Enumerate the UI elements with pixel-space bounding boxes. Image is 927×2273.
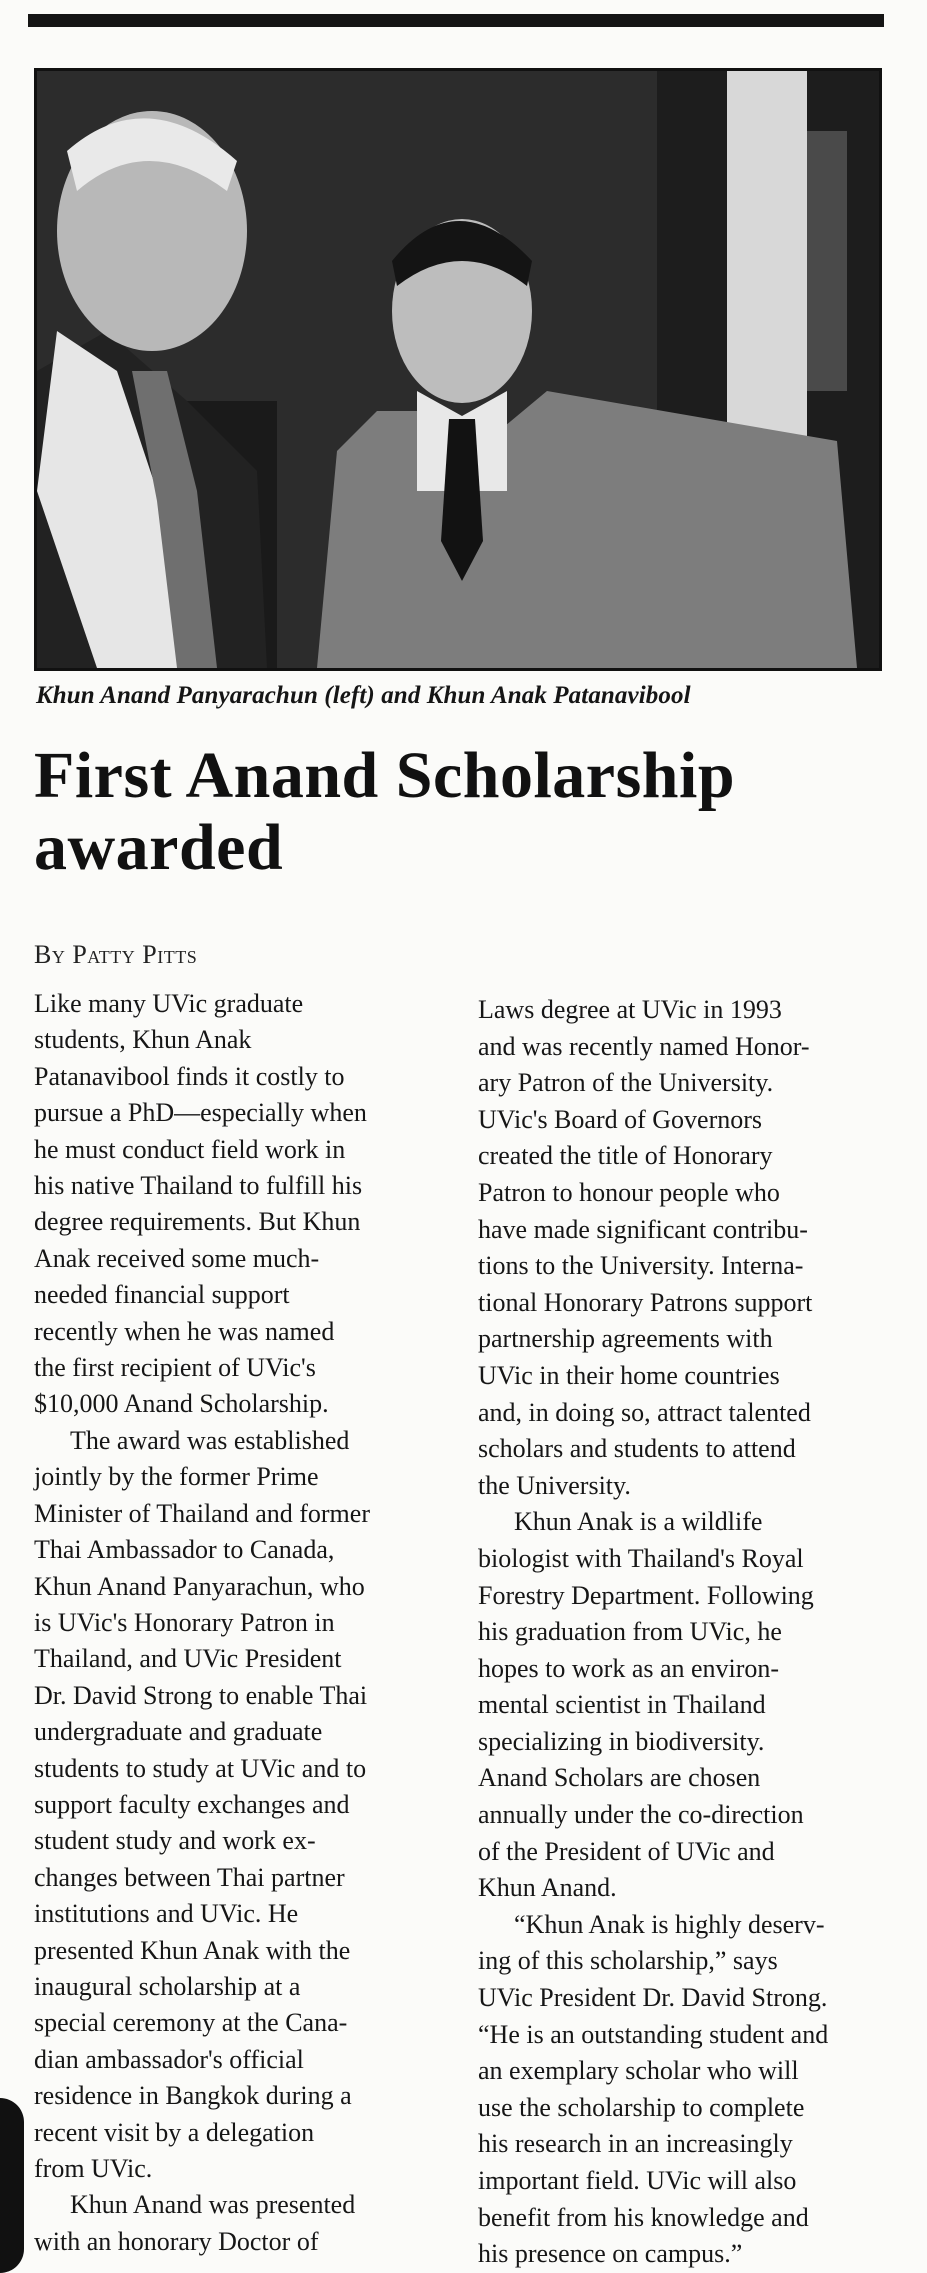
- text-line: student study and work ex-: [34, 1826, 316, 1856]
- text-line: needed financial support: [34, 1280, 290, 1310]
- text-line: The award was established: [70, 1425, 350, 1455]
- text-line: inaugural scholarship at a: [34, 1971, 301, 2001]
- text-line: Minister of Thailand and former: [34, 1498, 370, 1528]
- text-line: Like many UVic graduate: [34, 989, 304, 1018]
- text-line: hopes to work as an environ-: [478, 1653, 780, 1683]
- photo-caption: Khun Anand Panyarachun (left) and Khun Anak Patanavibool: [36, 682, 691, 709]
- text-line: and, in doing so, attract talented: [478, 1397, 811, 1427]
- text-line: Khun Anak is a wildlife: [514, 1507, 763, 1537]
- text-line: support faculty exchanges and: [34, 1789, 350, 1819]
- text-line: scholars and students to attend: [478, 1434, 796, 1464]
- byline: By Patty Pitts: [34, 940, 198, 969]
- text-line: tions to the University. Interna-: [478, 1251, 804, 1281]
- text-line: is UVic's Honorary Patron in: [34, 1607, 335, 1637]
- text-line: the University.: [478, 1470, 631, 1500]
- text-line: he must conduct field work in: [34, 1134, 346, 1164]
- headline: [34, 740, 894, 884]
- text-line: pursue a PhD—especially when: [34, 1098, 367, 1128]
- text-line: degree requirements. But Khun: [34, 1207, 361, 1237]
- text-line: dian ambassador's official: [34, 2044, 304, 2074]
- text-line: biologist with Thailand's Royal: [478, 1543, 804, 1573]
- right-column: [478, 992, 898, 2273]
- text-line: presented Khun Anak with the: [34, 1935, 351, 1965]
- text-line: ing of this scholarship,” says: [478, 1946, 778, 1976]
- text-line: Thai Ambassador to Canada,: [34, 1535, 335, 1565]
- text-line: UVic in their home countries: [478, 1360, 780, 1390]
- text-line: Patron to honour people who: [478, 1177, 780, 1207]
- page-edge-mark: [0, 2098, 24, 2273]
- text-line: partnership agreements with: [478, 1324, 773, 1354]
- text-line: Patanavibool finds it costly to: [34, 1061, 345, 1091]
- text-line: residence in Bangkok during a: [34, 2081, 352, 2111]
- text-line: jointly by the former Prime: [34, 1462, 319, 1492]
- text-line: an exemplary scholar who will: [478, 2056, 799, 2086]
- text-line: and was recently named Honor-: [478, 1031, 810, 1061]
- text-line: specializing in biodiversity.: [478, 1726, 765, 1756]
- text-line: recently when he was named: [34, 1316, 335, 1346]
- text-line: use the scholarship to complete: [478, 2092, 805, 2122]
- headline-line: awarded: [34, 811, 284, 884]
- text-line: UVic President Dr. David Strong.: [478, 1983, 828, 2013]
- text-line: Thailand, and UVic President: [34, 1644, 342, 1674]
- text-line: tional Honorary Patrons support: [478, 1287, 813, 1317]
- text-line: created the title of Honorary: [478, 1141, 773, 1171]
- text-line: Khun Anand was presented: [70, 2190, 356, 2220]
- text-line: benefit from his knowledge and: [478, 2202, 809, 2232]
- text-line: Anak received some much-: [34, 1243, 320, 1273]
- text-line: mental scientist in Thailand: [478, 1690, 766, 1720]
- text-line: have made significant contribu-: [478, 1214, 808, 1244]
- text-line: from UVic.: [34, 2154, 153, 2183]
- text-line: important field. UVic will also: [478, 2166, 797, 2195]
- text-line: the first recipient of UVic's: [34, 1353, 316, 1383]
- text-line: with an honorary Doctor of: [34, 2226, 319, 2256]
- text-line: his presence on campus.”: [478, 2239, 743, 2269]
- text-line: “Khun Anak is highly deserv-: [514, 1909, 825, 1939]
- text-line: Khun Anand Panyarachun, who: [34, 1571, 365, 1601]
- text-line: $10,000 Anand Scholarship.: [34, 1389, 329, 1419]
- article-photo: [34, 68, 882, 671]
- text-line: Dr. David Strong to enable Thai: [34, 1680, 368, 1710]
- text-line: his graduation from UVic, he: [478, 1617, 782, 1647]
- text-line: students to study at UVic and to: [34, 1753, 367, 1783]
- text-line: Anand Scholars are chosen: [478, 1763, 761, 1793]
- text-line: “He is an outstanding student and: [478, 2019, 829, 2049]
- text-line: ary Patron of the University.: [478, 1068, 774, 1098]
- text-line: recent visit by a delegation: [34, 2117, 315, 2147]
- text-line: his research in an increasingly: [478, 2129, 793, 2159]
- text-line: changes between Thai partner: [34, 1862, 345, 1892]
- text-line: special ceremony at the Cana-: [34, 2008, 348, 2038]
- text-line: institutions and UVic. He: [34, 1899, 299, 1929]
- left-column: [34, 986, 444, 2260]
- text-line: Laws degree at UVic in 1993: [478, 995, 782, 1024]
- text-line: Khun Anand.: [478, 1873, 617, 1903]
- top-rule: [28, 14, 884, 27]
- text-line: students, Khun Anak: [34, 1025, 252, 1055]
- text-line: of the President of UVic and: [478, 1836, 775, 1866]
- text-line: undergraduate and graduate: [34, 1717, 323, 1747]
- headline-line: First Anand Scholarship: [34, 739, 736, 812]
- text-line: annually under the co-direction: [478, 1800, 804, 1830]
- text-line: his native Thailand to fulfill his: [34, 1171, 363, 1201]
- text-line: UVic's Board of Governors: [478, 1104, 763, 1134]
- text-line: Forestry Department. Following: [478, 1580, 814, 1610]
